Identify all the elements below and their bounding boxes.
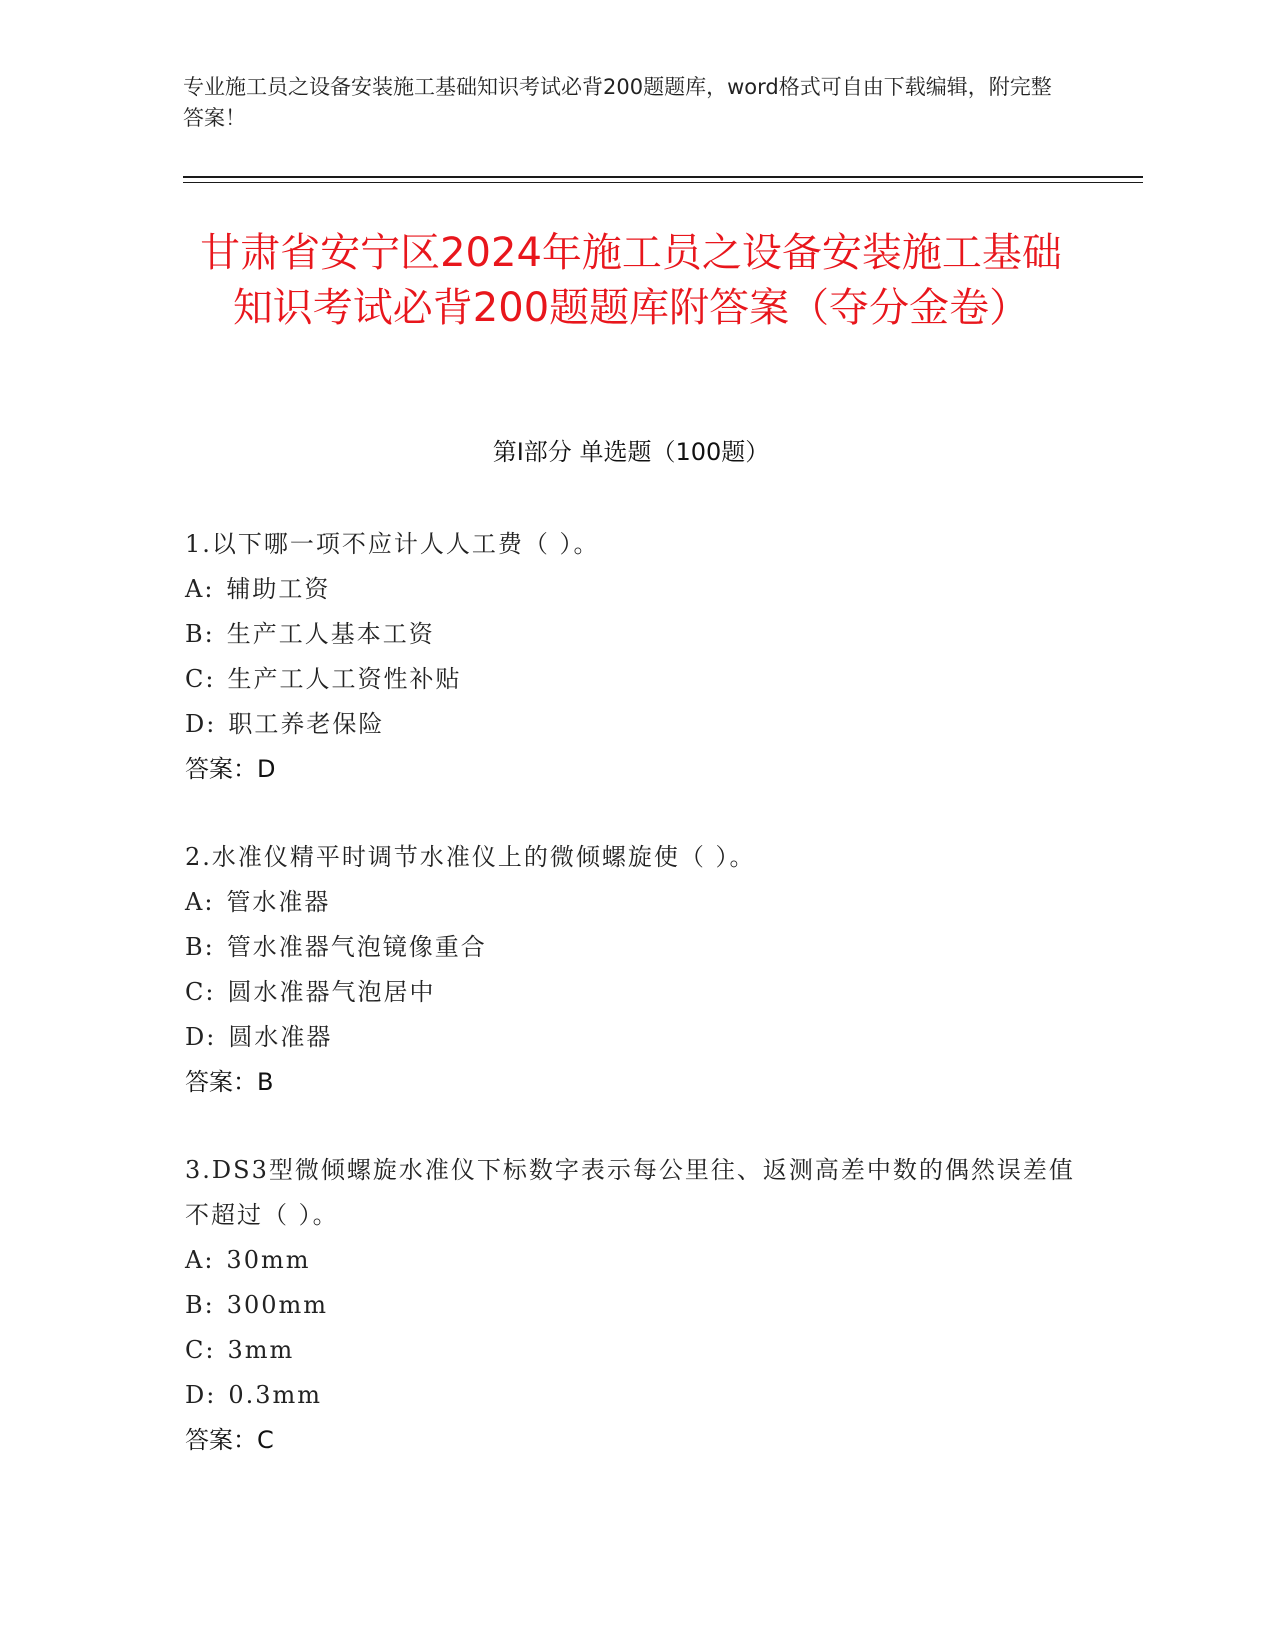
- header-note: 专业施工员之设备安装施工基础知识考试必背200题题库，word格式可自由下载编辑，附完整答案！: [183, 75, 1052, 130]
- question-stem: 1.以下哪一项不应计人人工费（ ）。: [185, 530, 600, 558]
- option-text: 30mm: [226, 1246, 311, 1274]
- question-3: [185, 1148, 1085, 1463]
- option-text: 生产工人基本工资: [226, 620, 435, 648]
- option-letter: B:: [185, 620, 215, 648]
- question-2: [185, 835, 1085, 1105]
- option-letter: A:: [185, 888, 215, 916]
- option-d: [185, 702, 1085, 747]
- option-b: [185, 1283, 1085, 1328]
- answer-line: 答案：D: [185, 755, 276, 783]
- option-d: [185, 1015, 1085, 1060]
- option-text: 300mm: [226, 1291, 329, 1319]
- document-title: 甘肃省安宁区2024年施工员之设备安装施工基础知识考试必背200题题库附答案（夺分金卷）: [200, 230, 1062, 331]
- answer-line: 答案：B: [185, 1068, 274, 1096]
- option-letter: D:: [185, 710, 217, 738]
- option-a: [185, 1238, 1085, 1283]
- question-stem: 3.DS3型微倾螺旋水准仪下标数字表示每公里往、返测高差中数的偶然误差值不超过（ ）。: [185, 1156, 1075, 1229]
- option-c: [185, 970, 1085, 1015]
- question-stem: 2.水准仪精平时调节水准仪上的微倾螺旋使（ ）。: [185, 843, 756, 871]
- option-text: 圆水准器: [228, 1023, 333, 1051]
- option-letter: D:: [185, 1381, 217, 1409]
- header-divider-thick: [183, 176, 1143, 178]
- option-b: [185, 612, 1085, 657]
- option-text: 管水准器气泡镜像重合: [226, 933, 487, 961]
- header-divider-thin: [183, 182, 1143, 183]
- option-a: [185, 880, 1085, 925]
- option-text: 职工养老保险: [228, 710, 385, 738]
- option-text: 管水准器: [226, 888, 331, 916]
- option-text: 辅助工资: [226, 575, 331, 603]
- option-letter: D:: [185, 1023, 217, 1051]
- question-list: [185, 522, 1085, 1506]
- option-c: [185, 1328, 1085, 1373]
- question-1: [185, 522, 1085, 792]
- option-b: [185, 925, 1085, 970]
- option-letter: C:: [185, 978, 216, 1006]
- option-letter: B:: [185, 1291, 215, 1319]
- section-title: 第Ⅰ部分 单选题（100题）: [492, 438, 770, 466]
- option-letter: C:: [185, 665, 216, 693]
- option-letter: A:: [185, 575, 215, 603]
- option-d: [185, 1373, 1085, 1418]
- answer-line: 答案：C: [185, 1426, 274, 1454]
- option-letter: A:: [185, 1246, 215, 1274]
- option-c: [185, 657, 1085, 702]
- option-text: 3mm: [227, 1336, 295, 1364]
- option-letter: B:: [185, 933, 215, 961]
- option-text: 生产工人工资性补贴: [227, 665, 462, 693]
- option-text: 圆水准器气泡居中: [227, 978, 436, 1006]
- option-a: [185, 567, 1085, 612]
- option-letter: C:: [185, 1336, 216, 1364]
- option-text: 0.3mm: [228, 1381, 323, 1409]
